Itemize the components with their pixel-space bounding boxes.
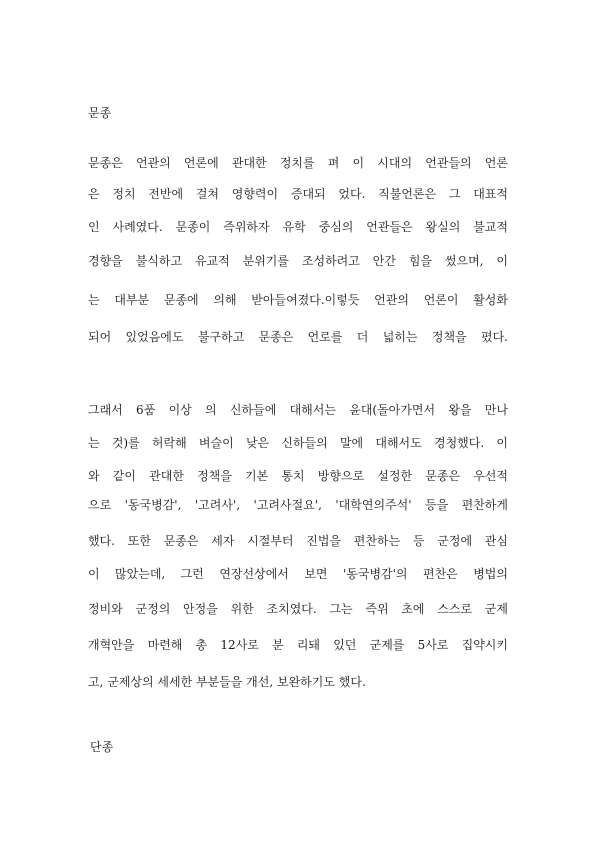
paragraph-line: 경향을 불식하고 유교적 분위기를 조성하려고 안간 힘을 썼으며, 이 [88,254,508,268]
paragraph-line: 는 것)를 허락해 벼슬이 낮은 신하들의 말에 대해서도 경청했다. 이 [88,436,508,450]
paragraph-line: 와 같이 관대한 정책을 기본 통치 방향으로 설정한 문종은 우선적 [88,469,508,483]
paragraph-line: 고, 군제상의 세세한 부분들을 개선, 보완하기도 했다. [88,675,366,689]
paragraph-line: 은 정치 전반에 걸쳐 영향력이 증대되 었다. 직불언론은 그 대표적 [88,187,508,201]
paragraph-line: 개혁안을 마련해 총 12사로 분 리돼 있던 군제를 5사로 집약시키 [88,638,508,652]
paragraph-line: 했다. 또한 문종은 세자 시절부터 진법을 편찬하는 등 군정에 관심 [88,534,508,548]
paragraph-line: 으로 '동국병감', '고려사', '고려사절요', '대학연의주석' 등을 편찬하게 [88,498,508,512]
section-heading-munjong: 문종 [88,106,112,120]
paragraph-line: 이 많았는데, 그런 연장선상에서 보면 '동국병감'의 편찬은 병법의 [88,567,508,581]
paragraph-line: 그래서 6품 이상 의 신하들에 대해서는 윤대(돌아가면서 왕을 만나 [88,403,508,417]
paragraph-line: 인 사례였다. 문종이 즉위하자 유학 중심의 언관들은 왕실의 불교적 [88,220,508,234]
paragraph-line: 는 대부분 문종에 의해 받아들여졌다.이렇듯 언관의 언론이 활성화 [88,293,508,307]
paragraph-line: 되어 있었음에도 불구하고 문종은 언로를 더 넓히는 정책을 폈다. [88,330,508,344]
paragraph-line: 정비와 군정의 안정을 위한 조치였다. 그는 즉위 초에 스스로 군제 [88,602,508,616]
section-heading-danjong: 단종 [90,740,114,754]
paragraph-line: 문종은 언관의 언론에 관대한 정치를 펴 이 시대의 언관들의 언론 [88,156,508,170]
